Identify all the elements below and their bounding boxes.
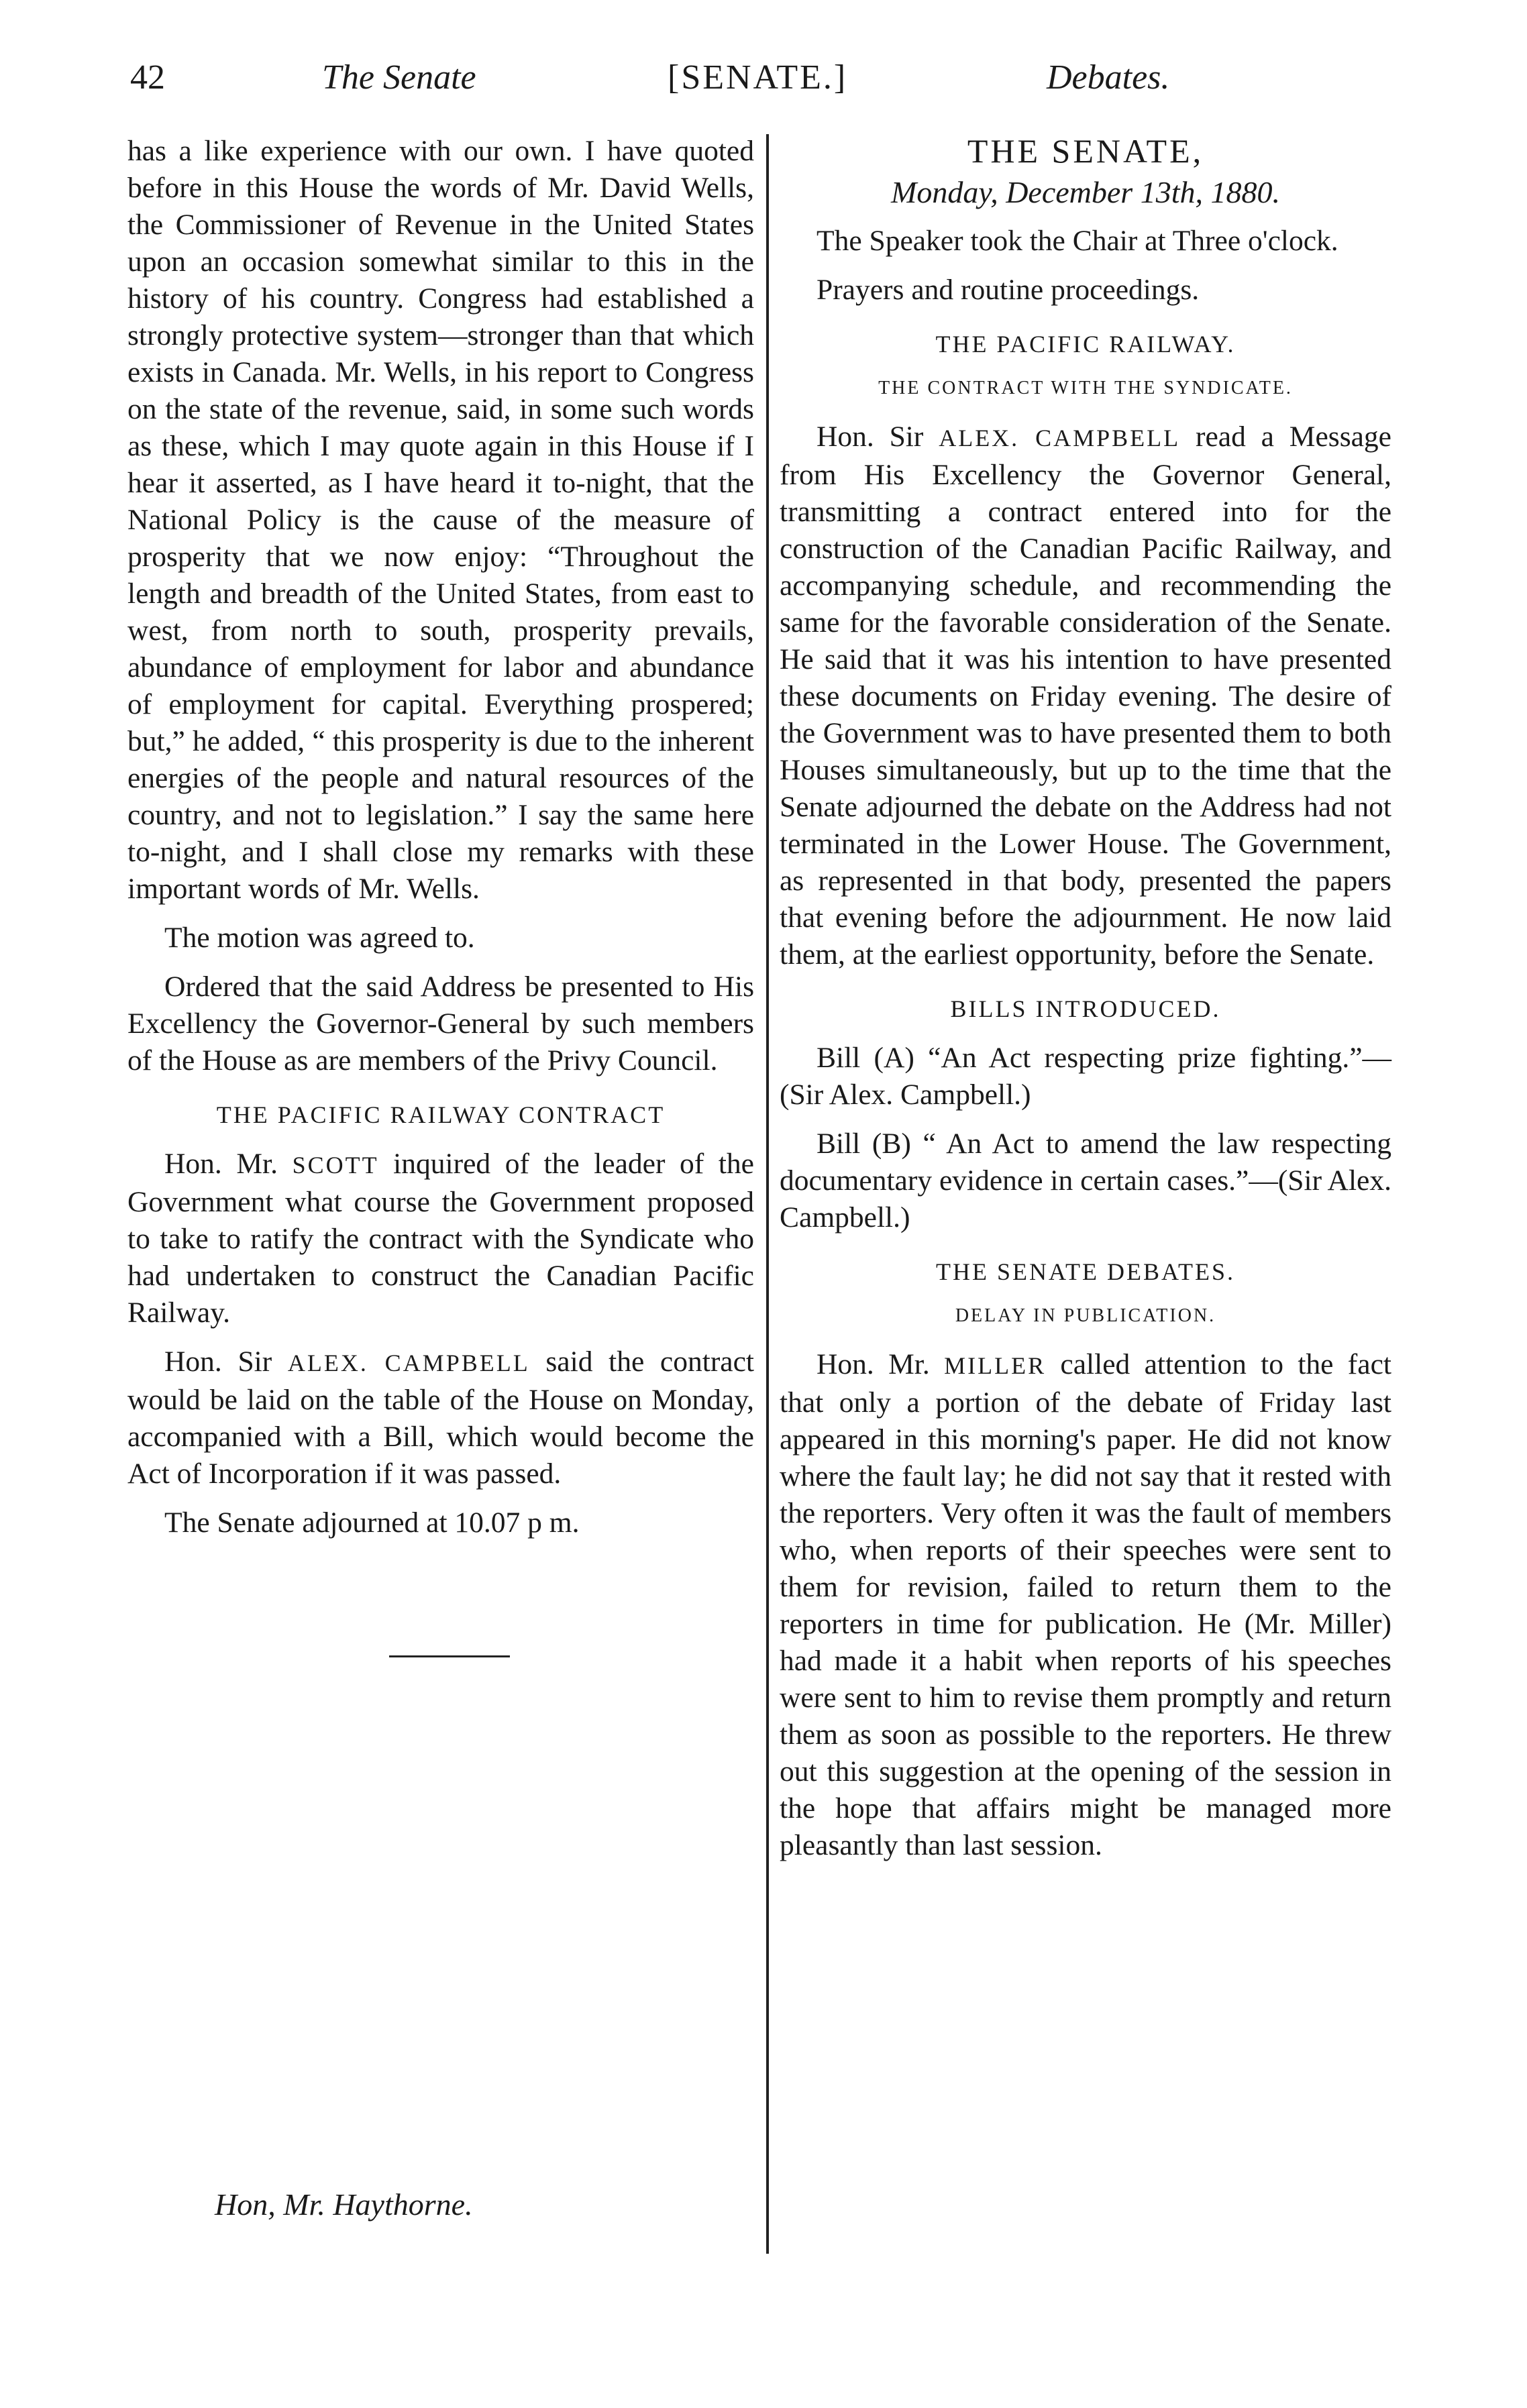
paragraph-bill-b: Bill (B) “ An Act to amend the law respecting documentary evidence in certain cases.”—(Sir Alex. Campbell.) — [780, 1128, 1391, 1234]
paragraph-miller-remarks: Hon. Mr. MILLER called attention to the fact that only a portion of the debate of Friday last appeared in this morning's paper. He did not know where the fault lay; he did not say that it rested with the reporters. Very often it was the fault of members who, when reports of their speeches were sent to them for revision, failed to return them to the reporters in time for publication. He (Mr. Miller) had made it a habit when reports of his speeches were sent to him to revise them promptly and return them as soon as possible to the reporters. He threw out this suggestion at the opening of the session in the hope that affairs might be managed more pleasantly than last session. — [780, 1348, 1391, 1861]
left-column — [127, 133, 754, 1657]
paragraph-prayers: Prayers and routine proceedings. — [817, 274, 1200, 306]
speaker-name: MILLER — [944, 1352, 1047, 1379]
subheading-delay-publication: DELAY IN PUBLICATION. — [955, 1305, 1216, 1326]
speaker-name: SCOTT — [292, 1152, 379, 1179]
speaker-name: ALEX. CAMPBELL — [939, 425, 1181, 451]
speaker-name: ALEX. CAMPBELL — [287, 1350, 530, 1376]
paragraph-campbell-message: Hon. Sir ALEX. CAMPBELL read a Message from His Excellency the Governor General, transmitting a contract entered into for the construction of the Canadian Pacific Railway, and accompanying schedule, and recommending the same for the favorable consideration of the Senate. He said that it was his intention to have presented these documents on Friday evening. The desire of the Government was to have presented them to both Houses simultaneously, but up to the time that the Senate adjourned the debate on the Address had not terminated in the Lower House. The Government, as represented in that body, presented the papers that evening before the adjournment. He now laid them, at the earliest opportunity, before the Senate. — [780, 421, 1391, 971]
paragraph-wells-quote: has a like experience with our own. I have quoted before in this House the words of Mr. David Wells, the Commissioner of Revenue in the United States upon an occasion somewhat similar to this in the history of his country. Congress had established a strongly protective system—stronger than that which exists in Canada. Mr. Wells, in his report to Congress on the state of the revenue, said, in some such words as these, which I may quote again in this House if I hear it asserted, as I have heard it to-night, that the National Policy is the cause of the measure of prosperity that we now enjoy: “Throughout the length and breadth of the United States, from east to west, from north to south, prosperity prevails, abundance of employment for labor and abundance of employment for capital. Everything prospered; but,” he added, “ this prosperity is due to the inherent energies of the people and natural resources of the country, and not to legislation.” I say the same here to-night, and I shall close my remarks with these important words of Mr. Wells. — [127, 135, 754, 905]
heading-senate-debates: THE SENATE DEBATES. — [936, 1258, 1235, 1285]
running-title-left: The Senate — [322, 58, 476, 97]
page-header — [0, 58, 1527, 111]
heading-pacific-railway-contract: THE PACIFIC RAILWAY CONTRACT — [216, 1101, 666, 1128]
right-column — [780, 133, 1391, 1864]
paragraph-bill-a: Bill (A) “An Act respecting prize fighting.”—(Sir Alex. Campbell.) — [780, 1042, 1391, 1111]
paragraph-senate-adjourned: The Senate adjourned at 10.07 p m. — [164, 1507, 580, 1539]
paragraph-scott-inquiry: Hon. Mr. SCOTT inquired of the leader of the Government what course the Government proposed to take to ratify the contract with the Syndicate who had undertaken to construct the Canadian Pacific Railway. — [127, 1148, 754, 1329]
paragraph-motion-agreed: The motion was agreed to. — [164, 922, 475, 954]
catchword-footer: Hon, Mr. Haythorne. — [215, 2187, 473, 2222]
column-divider — [766, 134, 769, 2254]
heading-pacific-railway: THE PACIFIC RAILWAY. — [935, 331, 1236, 358]
heading-the-senate: THE SENATE, — [967, 132, 1204, 170]
running-title-center: [SENATE.] — [668, 58, 848, 97]
sitting-date: Monday, December 13th, 1880. — [891, 175, 1280, 209]
page-number: 42 — [130, 58, 165, 97]
paragraph-speaker-chair: The Speaker took the Chair at Three o'clock. — [817, 225, 1338, 257]
heading-bills-introduced: BILLS INTRODUCED. — [950, 995, 1221, 1022]
section-end-rule — [389, 1655, 510, 1657]
running-title-right: Debates. — [1047, 58, 1170, 97]
paragraph-campbell-reply: Hon. Sir ALEX. CAMPBELL said the contract would be laid on the table of the House on Monday, accompanied with a Bill, which would become the Act of Incorporation if it was passed. — [127, 1346, 755, 1490]
paragraph-address-ordered: Ordered that the said Address be presented to His Excellency the Governor-General by such members of the House as are members of the Privy Council. — [127, 971, 754, 1077]
subheading-contract-syndicate: THE CONTRACT WITH THE SYNDICATE. — [878, 378, 1293, 398]
